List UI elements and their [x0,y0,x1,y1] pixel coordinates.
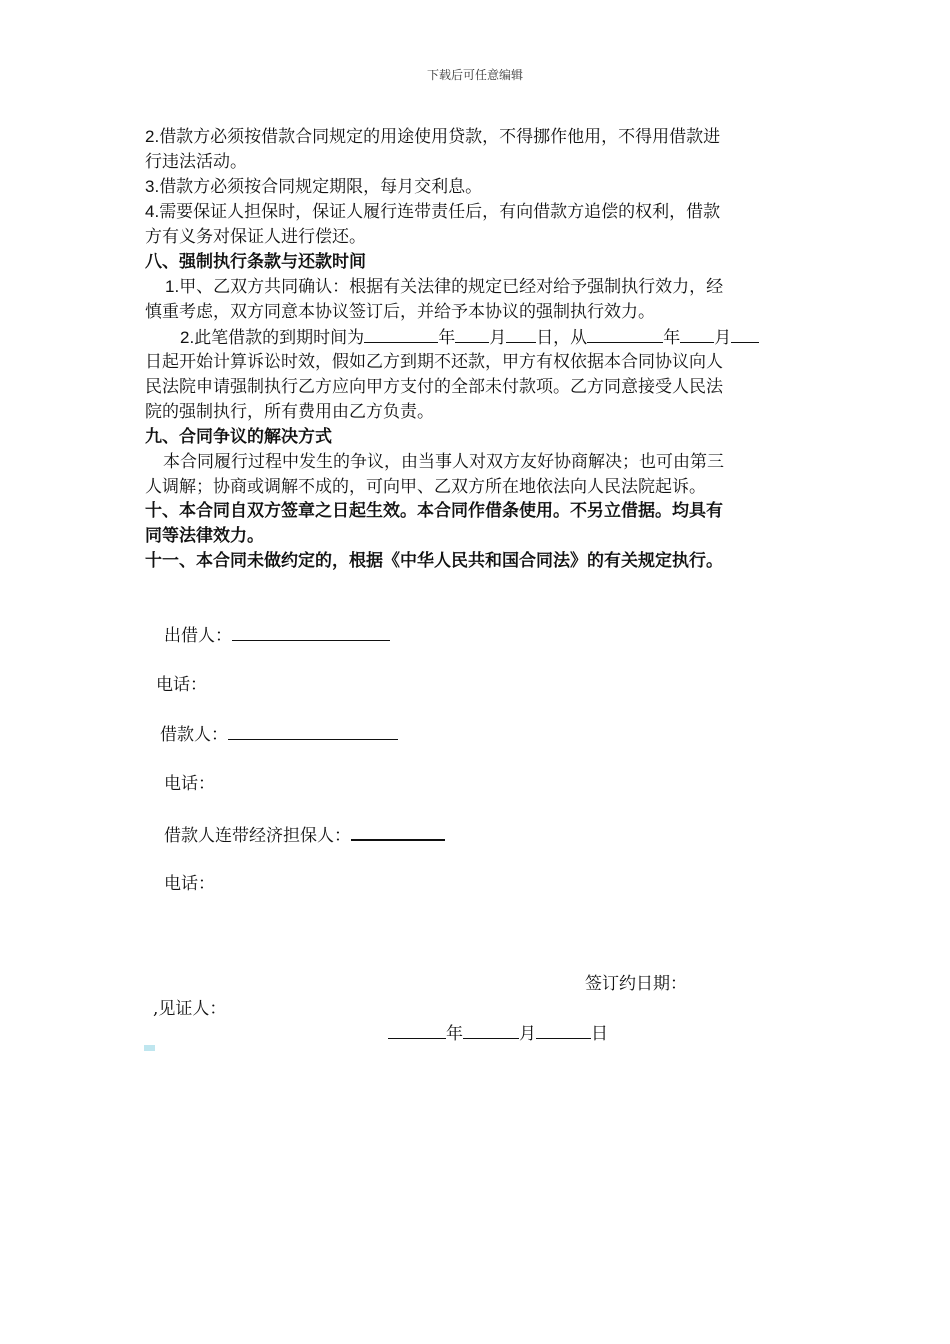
section-9-line-1: 本合同履行过程中发生的争议，由当事人对双方友好协商解决；也可由第三 [163,452,724,472]
section-10-line-1: 十、本合同自双方签章之日起生效。本合同作借条使用。不另立借据。均具有 [145,501,723,521]
item-3-number: 3. [145,177,160,196]
item-2-line-1 [145,125,720,149]
section-8-p1-text: 甲、乙双方共同确认：根据有关法律的规定已经对给予强制执行效力，经 [179,277,724,297]
sign-date-label: 签订约日期： [585,974,687,994]
item-4-number: 4. [145,202,160,221]
page-header: 下载后可任意编辑 [426,68,523,82]
witness-label: ,见证人： [153,999,227,1019]
item-3 [145,175,482,199]
section-8-p2-line-4: 院的强制执行，所有费用由乙方负责。 [145,402,434,422]
section-8-p2-text: 此笔借款的到期时间为 [194,328,365,348]
sign-month-blank[interactable] [463,1021,519,1039]
guarantor-label: 借款人连带经济担保人： [164,826,351,846]
item-3-text: 借款方必须按合同规定期限，每月交利息。 [159,177,483,197]
sign-day-label: 日 [591,1024,608,1044]
borrower-label: 借款人： [160,725,228,745]
borrower-field [160,722,398,747]
sign-year-label: 年 [446,1024,463,1044]
section-8-p2-line-3: 民法院申请强制执行乙方应向甲方支付的全部未付款项。乙方同意接受人民法 [145,377,723,397]
section-11-line-1: 十一、本合同未做约定的，根据《中华人民共和国合同法》的有关规定执行。 [145,551,723,571]
borrower-phone-label: 电话： [164,774,215,794]
item-4-text: 需要保证人担保时，保证人履行连带责任后，有向借款方追偿的权利，借款 [159,202,721,222]
lender-label: 出借人： [164,626,232,646]
item-2-line-2: 行违法活动。 [145,152,247,172]
due-month-blank[interactable] [455,325,489,343]
sign-month-label: 月 [519,1024,536,1044]
section-10-line-2: 同等法律效力。 [145,526,264,546]
section-8-p1-number: 1. [165,277,180,296]
lender-field [164,623,390,648]
due-year-blank[interactable] [364,325,438,343]
guarantor-phone-label: 电话： [164,874,215,894]
highlight-mark [144,1045,155,1051]
lender-signature-blank[interactable] [232,623,390,641]
guarantor-field [164,822,445,848]
borrower-signature-blank[interactable] [228,722,398,740]
sign-day-blank[interactable] [536,1021,591,1039]
section-9-line-2: 人调解；协商或调解不成的，可向甲、乙双方所在地依法向人民法院起诉。 [145,477,706,497]
item-2-number: 2. [145,127,160,146]
sign-year-blank[interactable] [388,1021,446,1039]
section-8-p2-line-2: 日起开始计算诉讼时效，假如乙方到期不还款，甲方有权依据本合同协议向人 [145,352,723,372]
section-8-p1-line-2: 慎重考虑，双方同意本协议签订后，并给予本协议的强制执行效力。 [145,302,655,322]
due-day-from-label: 日，从 [536,328,588,348]
item-4-line-1 [145,200,720,224]
section-8-p2-line-1 [180,325,759,350]
from-month-label: 月 [714,328,732,348]
due-month-label: 月 [489,328,507,348]
item-2-text: 借款方必须按借款合同规定的用途使用贷款，不得挪作他用，不得用借款进 [159,127,721,147]
guarantor-signature-blank[interactable] [351,822,445,841]
sign-date-fields [388,1021,608,1046]
section-8-heading: 八、强制执行条款与还款时间 [145,252,366,272]
from-month-blank[interactable] [680,325,714,343]
section-8-p2-number: 2. [180,328,195,347]
from-year-blank[interactable] [587,325,663,343]
lender-phone-label: 电话： [156,675,207,695]
from-year-label: 年 [663,328,681,348]
from-day-blank[interactable] [731,325,759,343]
item-4-line-2: 方有义务对保证人进行偿还。 [145,227,366,247]
section-8-p1-line-1 [165,275,723,299]
due-day-blank[interactable] [506,325,536,343]
section-9-heading: 九、合同争议的解决方式 [145,427,332,447]
due-year-label: 年 [438,328,456,348]
